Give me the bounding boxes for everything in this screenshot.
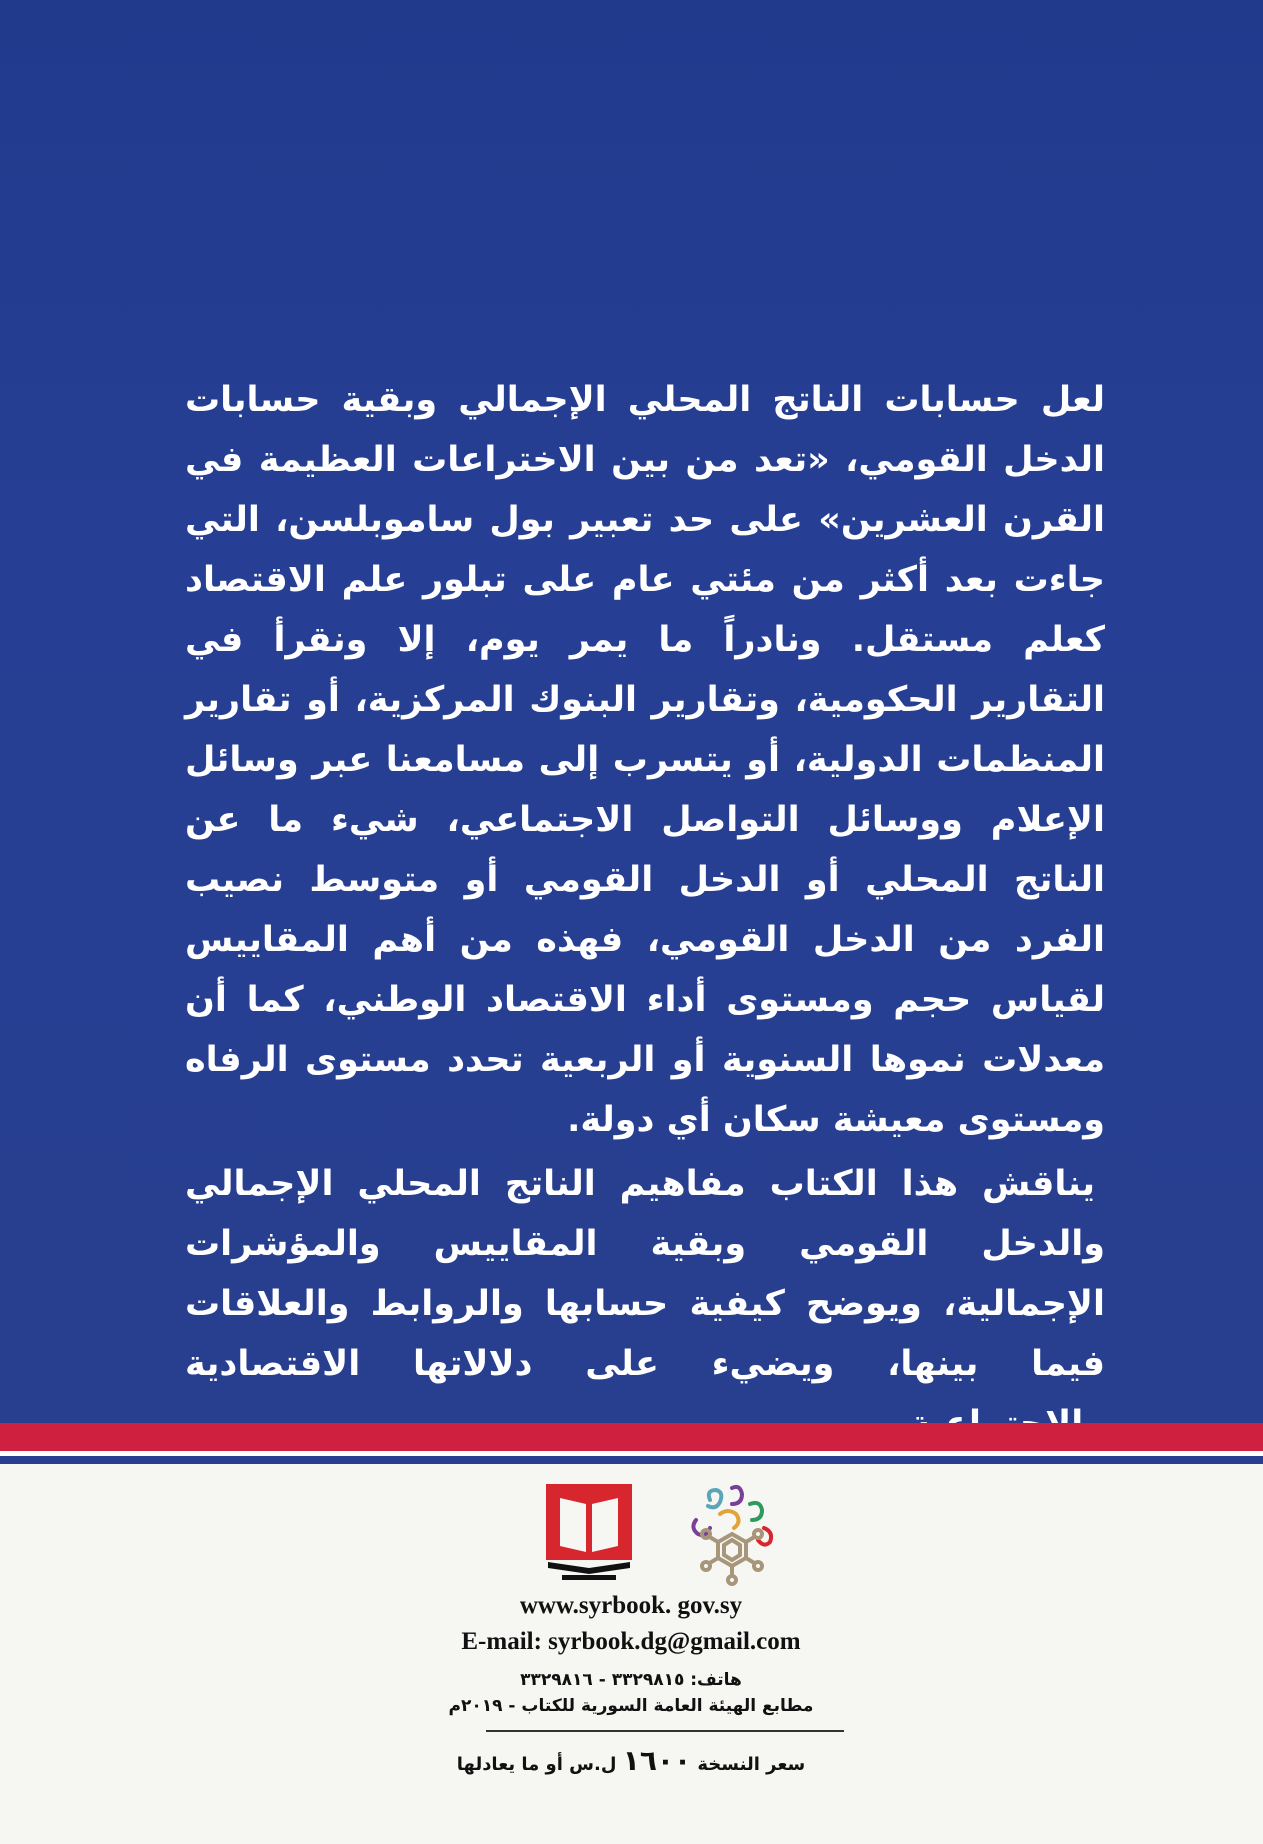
- publisher-email: E-mail: syrbook.dg@gmail.com: [461, 1628, 801, 1655]
- open-book-icon: [542, 1482, 636, 1582]
- ministry-culture-logo-icon: [680, 1482, 785, 1587]
- blue-stripe: [0, 1456, 1263, 1464]
- price-suffix: ل.س أو ما يعادلها: [456, 1754, 617, 1775]
- publisher-phone: هاتف: ٣٣٢٩٨١٥ - ٣٣٢٩٨١٦: [520, 1670, 742, 1690]
- publisher-website: www.syrbook. gov.sy: [519, 1592, 743, 1619]
- blurb-paragraph-2: يناقش هذا الكتاب مفاهيم الناتج المحلي الإجمالي والدخل القومي وبقية المقاييس والمؤشرات الإجمالية، ويوضح كيفية حسابها والروابط والعلاقات فيما بينها، ويضيء على دلالاتها الاقتصادية: [185, 1164, 1105, 1384]
- footer-divider: [486, 1730, 844, 1732]
- price-line: [331, 1744, 931, 1777]
- price-prefix: سعر النسخة: [697, 1754, 806, 1775]
- price-value: ١٦٠٠: [622, 1744, 692, 1777]
- book-blurb: [185, 370, 1105, 1454]
- printer-credit: مطابع الهيئة العامة السورية للكتاب - ٢٠١٩م: [448, 1696, 814, 1716]
- blurb-paragraph-1: لعل حسابات الناتج المحلي الإجمالي وبقية حسابات الدخل القومي، «تعد من بين الاختراعات العظيمة في القرن العشرين» على حد تعبير بول ساموبلسن، التي جاءت بعد أكثر من مئتي عام على تبلور علم الاقتصاد كعلم مستقل. ونادراً ما يمر يوم، إلا ونقرأ في التقارير الحكومية، وتقارير البنوك المركزية، أو تقارير المنظمات الدولية، أو يتسرب إلى مسامعنا عبر وسائل الإعلام ووسائل التواصل الاجتماعي، شيء ما عن الناتج المحلي أو الدخل القومي أو متوسط نصيب الفرد من الدخل القومي، فهذه من أهم المقاييس لقياس حجم ومستوى أداء الاقتصاد الوطني، كما أن معدلات نموها السنوية أو الربعية تحدد مستوى الرفاه ومستوى معيشة سكان أي دولة.: [185, 380, 1105, 1140]
- red-stripe: [0, 1423, 1263, 1451]
